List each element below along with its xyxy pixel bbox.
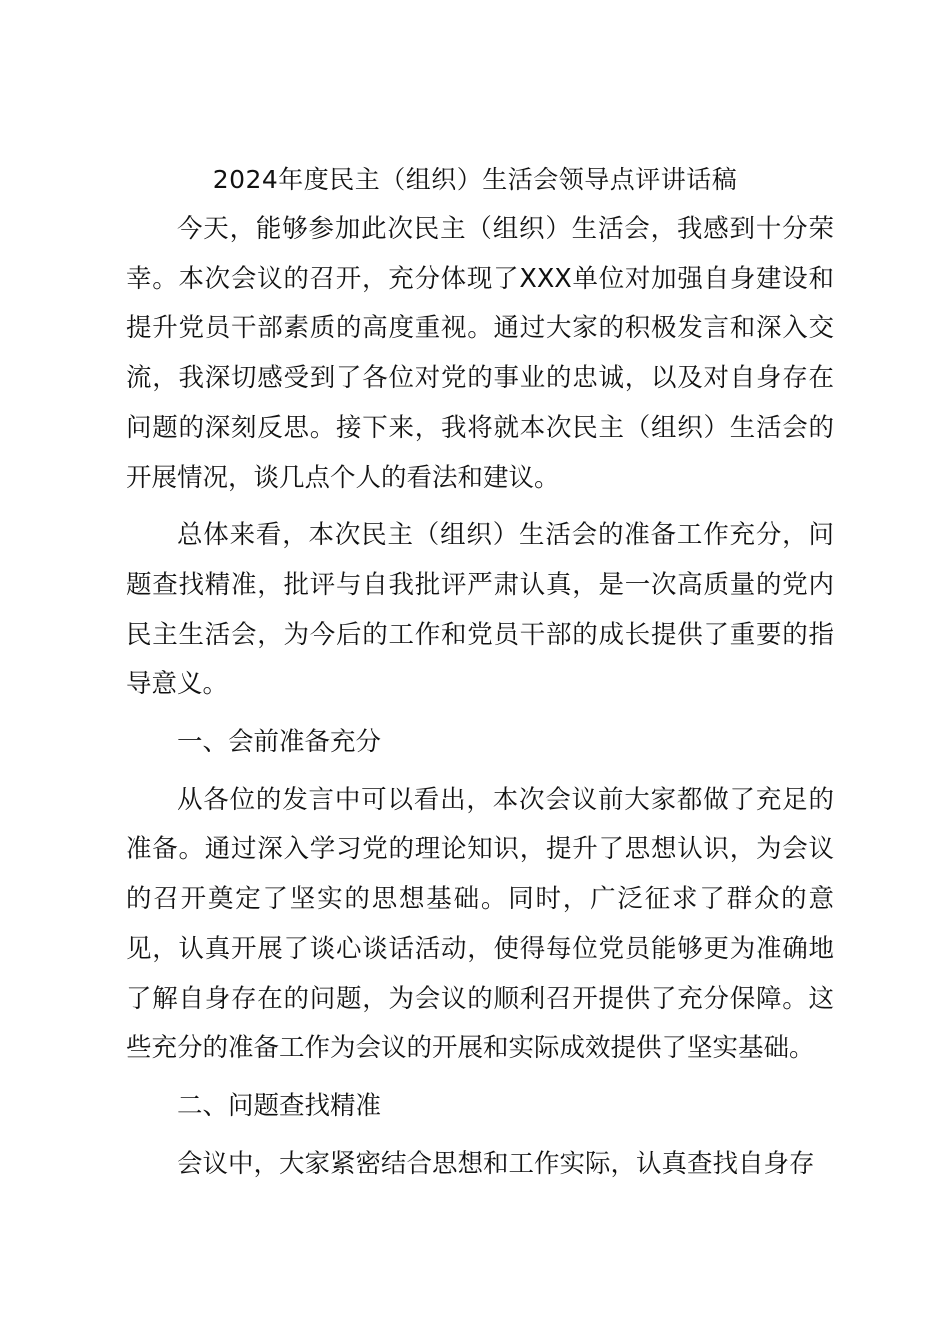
paragraph-intro: 今天，能够参加此次民主（组织）生活会，我感到十分荣幸。本次会议的召开，充分体现了XXX单位对加强自身建设和提升党员干部素质的高度重视。通过大家的积极发言和深入交流，我深切感受到了各位对党的事业的忠诚，以及对自身存在问题的深刻反思。接下来，我将就本次民主（组织）生活会的开展情况，谈几点个人的看法和建议。 (126, 214, 834, 493)
document-title: 2024年度民主（组织）生活会领导点评讲话稿 (212, 165, 738, 194)
paragraph-summary: 总体来看，本次民主（组织）生活会的准备工作充分，问题查找精准，批评与自我批评严肃认真，是一次高质量的党内民主生活会，为今后的工作和党员干部的成长提供了重要的指导意义。 (126, 520, 834, 700)
section-heading-1: 一、会前准备充分 (177, 727, 382, 758)
section-text-2: 会议中，大家紧密结合思想和工作实际，认真查找自身存 (177, 1148, 815, 1179)
section-heading-2: 二、问题查找精准 (177, 1090, 382, 1121)
document-body (126, 205, 834, 1189)
section-text-1: 从各位的发言中可以看出，本次会议前大家都做了充足的准备。通过深入学习党的理论知识，提升了思想认识，为会议的召开奠定了坚实的思想基础。同时，广泛征求了群众的意见，认真开展了谈心谈话活动，使得每位党员能够更为准确地了解自身存在的问题，为会议的顺利召开提供了充分保障。这些充分的准备工作为会议的开展和实际成效提供了坚实基础。 (126, 784, 834, 1064)
